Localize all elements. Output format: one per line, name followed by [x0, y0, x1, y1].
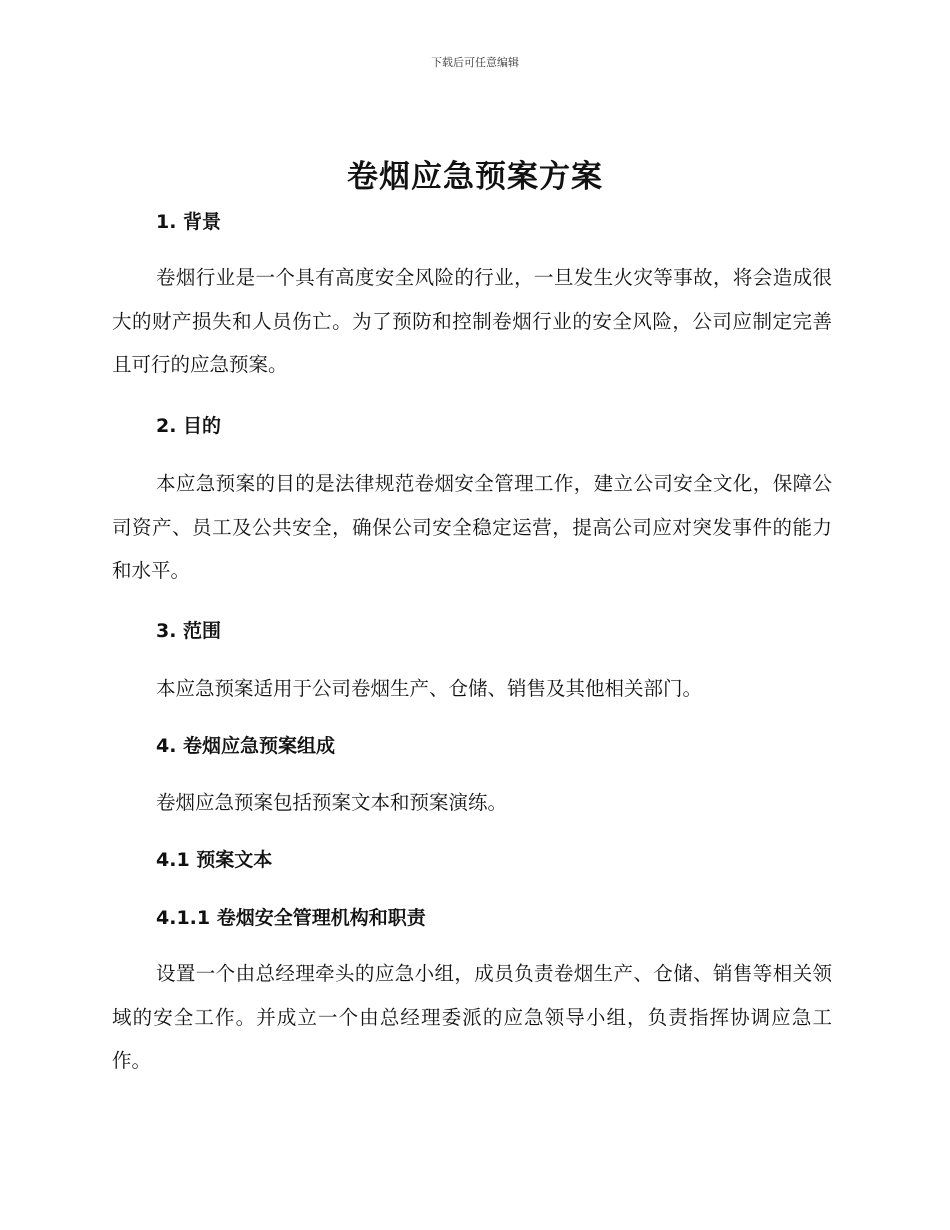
section-heading-purpose: 2. 目的 — [156, 415, 222, 437]
header-note: 下载后可任意编辑 — [431, 56, 519, 69]
section-heading-scope: 3. 范围 — [156, 620, 222, 642]
section-heading-background: 1. 背景 — [156, 211, 222, 233]
section-heading-organization: 4.1.1 卷烟安全管理机构和职责 — [156, 907, 426, 929]
section-body-composition: 卷烟应急预案包括预案文本和预案演练。 — [156, 791, 508, 814]
section-heading-composition: 4. 卷烟应急预案组成 — [156, 735, 336, 757]
section-heading-plan-text: 4.1 预案文本 — [156, 849, 273, 871]
section-body-background: 卷烟行业是一个具有高度安全风险的行业，一旦发生火灾等事故，将会造成很大的财产损失和人员伤亡。为了预防和控制卷烟行业的安全风险，公司应制定完善且可行的应急预案。 — [112, 266, 832, 376]
section-body-organization: 设置一个由总经理牵头的应急小组，成员负责卷烟生产、仓储、销售等相关领域的安全工作。并成立一个由总经理委派的应急领导小组，负责指挥协调应急工作。 — [112, 962, 832, 1072]
section-body-purpose: 本应急预案的目的是法律规范卷烟安全管理工作，建立公司安全文化，保障公司资产、员工及公共安全，确保公司安全稳定运营，提高公司应对突发事件的能力和水平。 — [112, 472, 832, 582]
section-body-scope: 本应急预案适用于公司卷烟生产、仓储、销售及其他相关部门。 — [156, 677, 703, 700]
document-title: 卷烟应急预案方案 — [347, 159, 603, 195]
